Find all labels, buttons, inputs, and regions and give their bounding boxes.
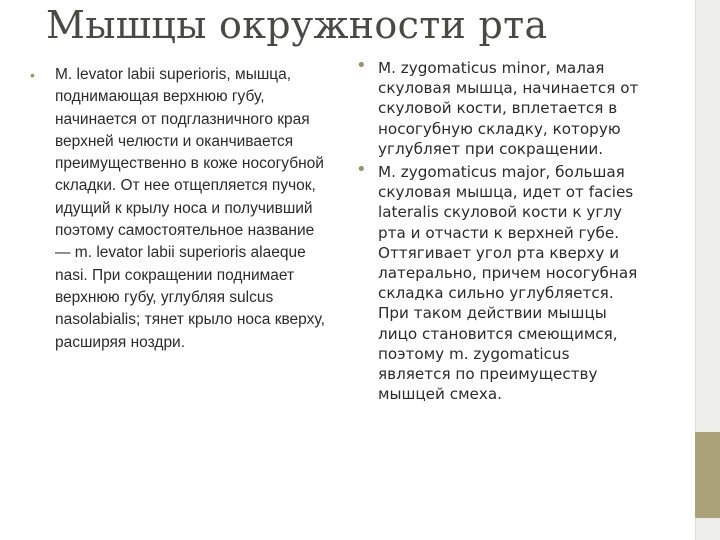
bullet-text: M. zygomaticus major, большая скуловая мышца, идет от facies lateralis скуловой кости к углу рта и отчасти к верхней губе. Оттягивает угол рта кверху и латерально, причем носогубная складка сильно углубляется. При таком действии мышцы лицо становится смеющимся, поэтому m. zygomaticus является по преимуществу мышцей смеха. (378, 163, 638, 404)
bullet-text: M. levator labii superioris, мышца, поднимающая верхнюю губу, начинается от подглазничного края верхней челюсти и оканчивается преимущественно в коже носогубной складки. От нее отщепляется пучок, идущий к крылу носа и получивший поэтому самостоятельное название — m. levator labii superioris alaeque nasi. При сокращении поднимает верхнюю губу, углубляя sulcus nasolabialis; тянет крыло носа кверху, расширяя ноздри. (55, 66, 325, 351)
bullet-marker: • (356, 55, 367, 76)
bullet-item-levator-labii (30, 64, 330, 354)
bullet-marker: • (356, 159, 367, 181)
slide-title: Мышцы окружности рта (46, 3, 548, 47)
bullet-item-zygomaticus-major (356, 159, 641, 404)
left-text-column (30, 64, 330, 354)
bullet-item-zygomaticus-minor (356, 55, 641, 159)
bullet-marker: • (30, 67, 35, 83)
side-accent-block (695, 432, 720, 518)
bullet-text: M. zygomaticus minor, малая скуловая мышца, начинается от скуловой кости, вплетается в носогубную складку, которую углубляет при сокращении. (378, 59, 639, 158)
right-text-column (356, 55, 641, 404)
